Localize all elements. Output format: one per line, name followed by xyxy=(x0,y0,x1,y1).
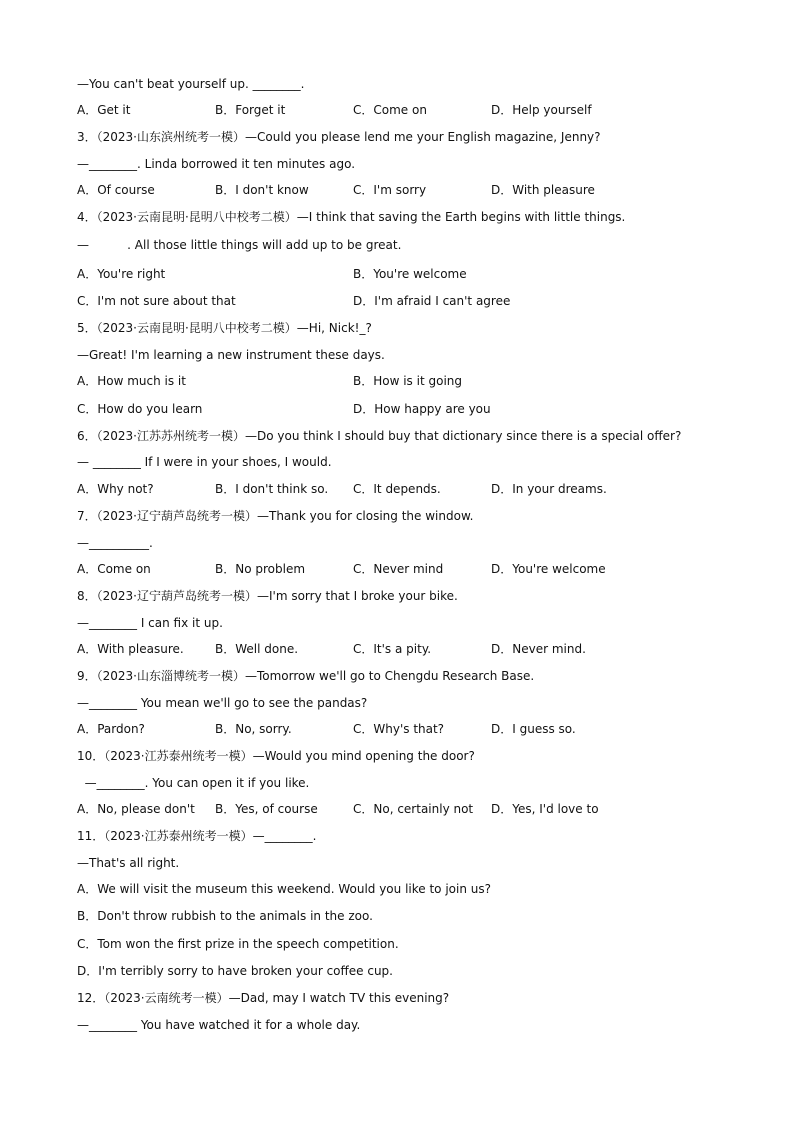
option-a: A．Why not? xyxy=(77,482,154,496)
dialogue-line: —________ You have watched it for a whole day. xyxy=(77,1018,361,1032)
option-b: B．Well done. xyxy=(215,642,299,656)
option-b: B．You're welcome xyxy=(353,267,467,281)
option-b: B．How is it going xyxy=(353,374,462,388)
question-8-stem: 8．（2023·辽宁葫芦岛统考一模）—I'm sorry that I broke your bike. xyxy=(77,589,458,603)
dialogue-line: —________ You mean we'll go to see the pandas? xyxy=(77,696,368,710)
question-7-stem: 7．（2023·辽宁葫芦岛统考一模）—Thank you for closing the window. xyxy=(77,509,474,523)
option-b: B．No, sorry. xyxy=(215,722,292,736)
question-12-stem: 12．（2023·云南统考一模）—Dad, may I watch TV this evening? xyxy=(77,991,450,1005)
option-a: A．Of course xyxy=(77,183,155,197)
option-a: A．With pleasure. xyxy=(77,642,184,656)
option-c: C．I'm not sure about that xyxy=(77,294,236,308)
dialogue-line: —__________. xyxy=(77,536,153,550)
option-d: D．I'm terribly sorry to have broken your coffee cup. xyxy=(77,964,393,978)
option-c: C．I'm sorry xyxy=(353,183,427,197)
option-d: D．You're welcome xyxy=(491,562,606,576)
option-a: A．Get it xyxy=(77,103,131,117)
option-a: A．Pardon? xyxy=(77,722,145,736)
dialogue-line: —Great! I'm learning a new instrument these days. xyxy=(77,348,385,362)
dialogue-line: —You can't beat yourself up. ________. xyxy=(77,77,305,91)
option-d: D．I guess so. xyxy=(491,722,576,736)
option-d: D．Never mind. xyxy=(491,642,586,656)
option-c: C．It's a pity. xyxy=(353,642,432,656)
option-d: D．With pleasure xyxy=(491,183,595,197)
option-a: A．Come on xyxy=(77,562,151,576)
question-3-stem: 3．（2023·山东滨州统考一模）—Could you please lend me your English magazine, Jenny? xyxy=(77,130,601,144)
option-c: C．Tom won the first prize in the speech competition. xyxy=(77,937,399,951)
dialogue-line: —That's all right. xyxy=(77,856,180,870)
dialogue-line: — ________ If I were in your shoes, I would. xyxy=(77,455,332,469)
option-a: A．No, please don't xyxy=(77,802,195,816)
option-b: B．Forget it xyxy=(215,103,286,117)
option-a: A．How much is it xyxy=(77,374,186,388)
option-c: C．Why's that? xyxy=(353,722,445,736)
option-c: C．Come on xyxy=(353,103,427,117)
option-b: B．I don't think so. xyxy=(215,482,329,496)
question-10-stem: 10．（2023·江苏泰州统考一模）—Would you mind opening the door? xyxy=(77,749,475,763)
option-c: C．It depends. xyxy=(353,482,441,496)
option-c: C．No, certainly not xyxy=(353,802,474,816)
question-6-stem: 6．（2023·江苏苏州统考一模）—Do you think I should buy that dictionary since there is a special offer? xyxy=(77,429,682,443)
option-a: A．You're right xyxy=(77,267,166,281)
option-d: D．In your dreams. xyxy=(491,482,607,496)
option-b: B．Yes, of course xyxy=(215,802,318,816)
question-5-stem: 5．（2023·云南昆明·昆明八中校考二模）—Hi, Nick!_? xyxy=(77,321,372,335)
question-4-stem: 4．（2023·云南昆明·昆明八中校考二模）—I think that saving the Earth begins with little things. xyxy=(77,210,626,224)
dialogue-line: —________ I can fix it up. xyxy=(77,616,223,630)
option-b: B．No problem xyxy=(215,562,306,576)
dialogue-line: —________. You can open it if you like. xyxy=(77,776,310,790)
option-d: D．Yes, I'd love to xyxy=(491,802,599,816)
question-9-stem: 9．（2023·山东淄博统考一模）—Tomorrow we'll go to Chengdu Research Base. xyxy=(77,669,535,683)
option-c: C．How do you learn xyxy=(77,402,203,416)
option-b: B．Don't throw rubbish to the animals in the zoo. xyxy=(77,909,373,923)
dialogue-line: — . All those little things will add up to be great. xyxy=(77,238,402,252)
option-a: A．We will visit the museum this weekend. Would you like to join us? xyxy=(77,882,491,896)
option-b: B．I don't know xyxy=(215,183,309,197)
option-d: D．How happy are you xyxy=(353,402,491,416)
question-11-stem: 11．（2023·江苏泰州统考一模）—________. xyxy=(77,829,317,843)
dialogue-line: —________. Linda borrowed it ten minutes ago. xyxy=(77,157,356,171)
option-d: D．I'm afraid I can't agree xyxy=(353,294,511,308)
option-c: C．Never mind xyxy=(353,562,444,576)
option-d: D．Help yourself xyxy=(491,103,592,117)
